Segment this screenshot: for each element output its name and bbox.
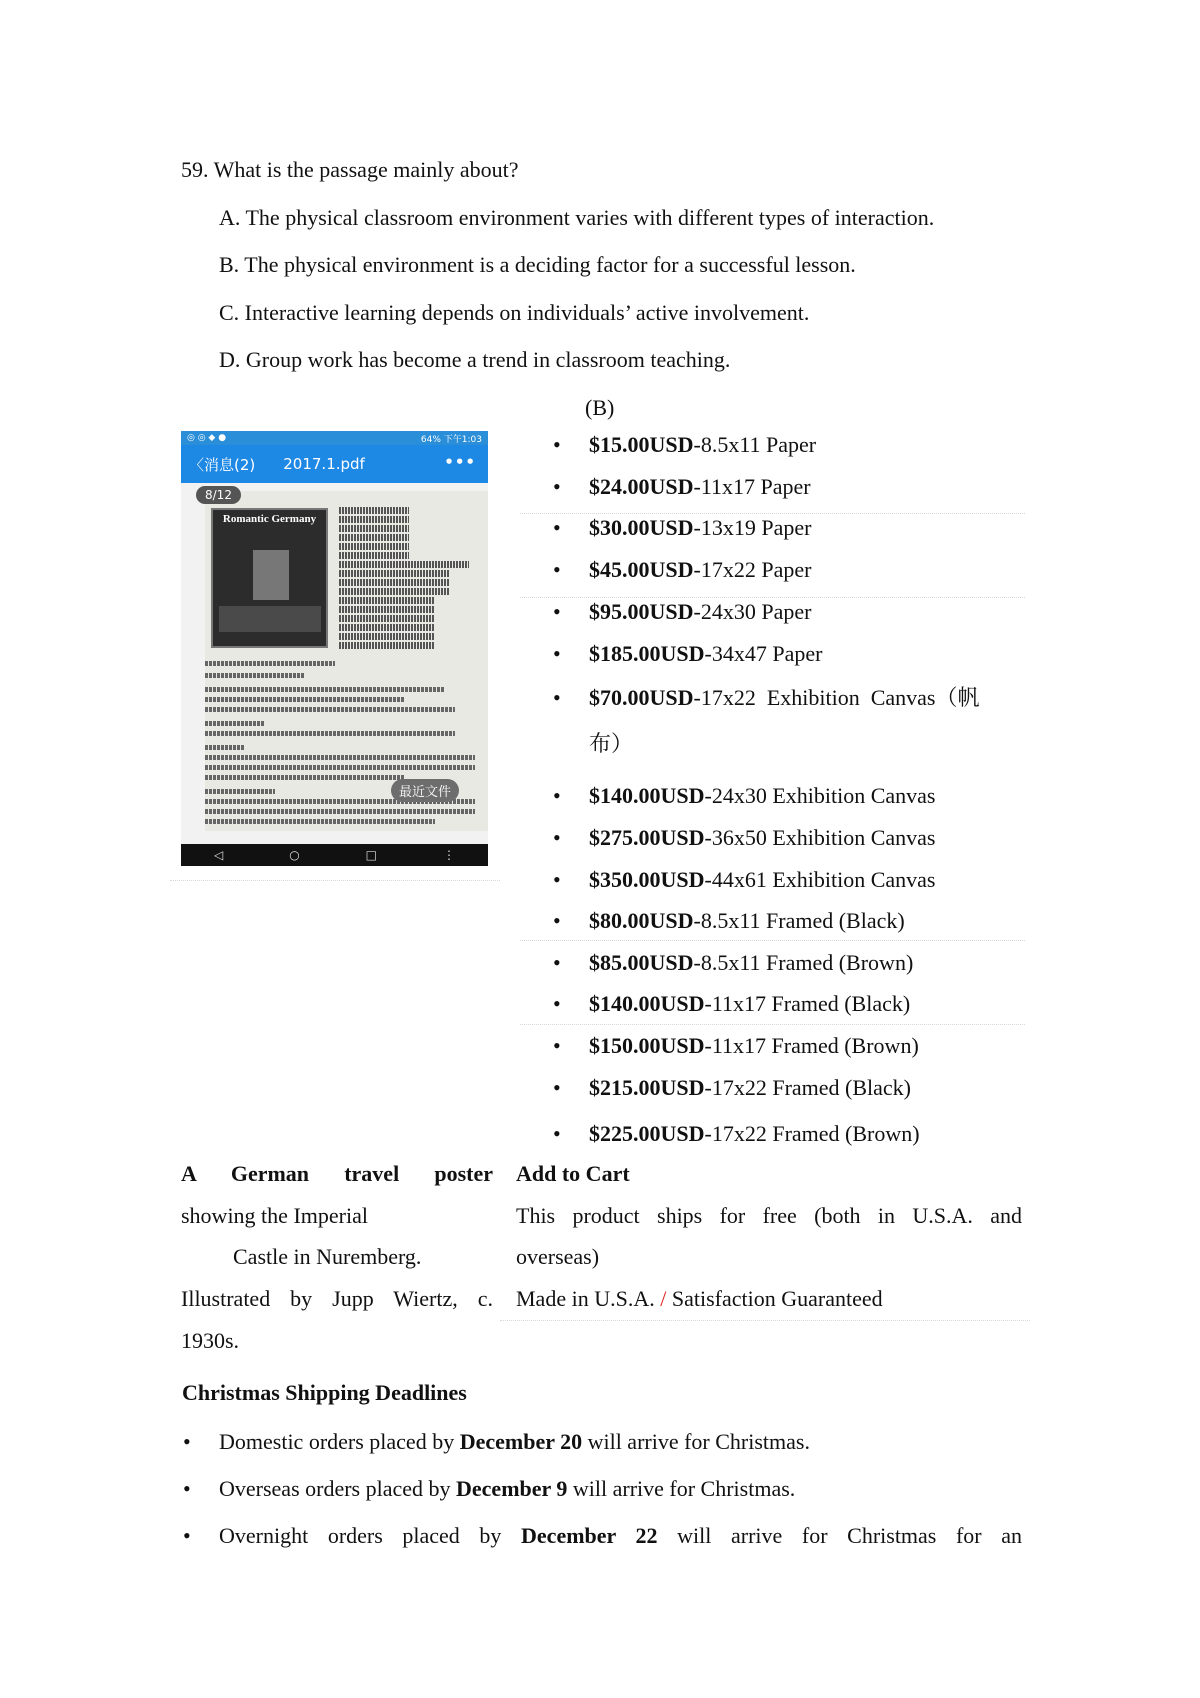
divider — [520, 597, 1025, 598]
more-icon[interactable]: ••• — [444, 453, 476, 471]
caption-line: 1930s. — [181, 1328, 240, 1353]
price-text — [589, 1074, 911, 1102]
price-description: -11x17 Framed (Black) — [704, 991, 911, 1016]
guarantee-text: Satisfaction Guaranteed — [666, 1286, 883, 1311]
option-a: A. The physical classroom environment varies with different types of interaction. — [219, 205, 935, 230]
nav-more-icon[interactable]: ⋮ — [443, 848, 455, 862]
price-text — [589, 598, 811, 626]
bullet-icon: • — [553, 685, 561, 710]
price-text — [589, 431, 816, 459]
deadline-date: December 20 — [459, 1429, 583, 1454]
price-description: -8.5x11 Paper — [693, 432, 817, 457]
question-stem: 59. What is the passage mainly about? — [181, 157, 519, 182]
price-value: $15.00USD — [589, 432, 694, 457]
bullet-icon: • — [553, 991, 561, 1016]
price-description: -8.5x11 Framed (Brown) — [693, 950, 914, 975]
price-value: $24.00USD — [589, 474, 694, 499]
bullet-icon: • — [183, 1523, 191, 1548]
price-value: $80.00USD — [589, 908, 694, 933]
bullet-icon: • — [553, 825, 561, 850]
mini-price-list — [339, 507, 484, 651]
caption-line: Illustrated by Jupp Wiertz, c. — [181, 1286, 493, 1311]
price-description: -36x50 Exhibition Canvas — [704, 825, 936, 850]
price-text — [589, 684, 980, 712]
phone-status-bar — [181, 431, 488, 445]
poster-title: Romantic Germany — [222, 513, 317, 525]
made-in-usa-line — [516, 1285, 883, 1313]
shipping-heading: Christmas Shipping Deadlines — [182, 1380, 467, 1405]
bullet-icon: • — [553, 908, 561, 933]
price-text — [589, 1120, 920, 1148]
price-value: $275.00USD — [589, 825, 705, 850]
price-text — [589, 473, 811, 501]
price-description: -17x22 Paper — [693, 557, 812, 582]
shipping-deadline-item — [219, 1475, 795, 1503]
bullet-icon: • — [553, 515, 561, 540]
bullet-icon: • — [553, 867, 561, 892]
bullet-icon: • — [553, 641, 561, 666]
divider — [520, 1024, 1025, 1025]
price-description: -24x30 Exhibition Canvas — [704, 783, 936, 808]
price-description: -24x30 Paper — [693, 599, 812, 624]
divider — [520, 940, 1025, 941]
bullet-icon: • — [553, 950, 561, 975]
caption-line: showing the Imperial — [181, 1203, 368, 1228]
shipping-deadline-item — [219, 1428, 810, 1456]
price-value: $70.00USD — [589, 685, 694, 710]
price-text — [589, 907, 905, 935]
price-value: $140.00USD — [589, 991, 705, 1016]
page-counter-badge: 8/12 — [196, 486, 241, 504]
back-button[interactable]: 〈消息(2) — [189, 455, 256, 474]
price-text — [589, 556, 811, 584]
file-name: 2017.1.pdf — [283, 455, 365, 473]
price-description: -17x22 Framed (Black) — [704, 1075, 912, 1100]
price-description: -44x61 Exhibition Canvas — [704, 867, 936, 892]
price-value: $185.00USD — [589, 641, 705, 666]
divider — [500, 1320, 1030, 1321]
nav-home-icon[interactable]: ○ — [289, 848, 300, 862]
price-value: $85.00USD — [589, 950, 694, 975]
bullet-icon: • — [553, 474, 561, 499]
caption-line: Castle in Nuremberg. — [233, 1244, 422, 1269]
price-value: $215.00USD — [589, 1075, 705, 1100]
slash-separator: / — [660, 1286, 667, 1311]
bullet-icon: • — [553, 1033, 561, 1058]
price-value: $150.00USD — [589, 1033, 705, 1058]
option-b: B. The physical environment is a deciding factor for a successful lesson. — [219, 252, 856, 277]
price-description: -8.5x11 Framed (Black) — [693, 908, 905, 933]
poster-image — [211, 508, 328, 648]
divider — [170, 880, 500, 881]
price-value: $45.00USD — [589, 557, 694, 582]
price-text — [589, 640, 822, 668]
made-in-text: Made in U.S.A. — [516, 1286, 661, 1311]
deadline-text: will arrive for Christmas. — [582, 1429, 810, 1454]
shipping-deadline-item — [219, 1522, 1022, 1550]
option-d: D. Group work has become a trend in classroom teaching. — [219, 347, 731, 372]
price-text — [589, 949, 913, 977]
deadline-text: Overnight orders placed by — [219, 1523, 522, 1548]
castle-shape — [253, 550, 289, 600]
price-value: $30.00USD — [589, 515, 694, 540]
price-value: $225.00USD — [589, 1121, 705, 1146]
section-label: (B) — [585, 395, 615, 420]
deadline-date: December 9 — [456, 1476, 568, 1501]
price-text — [589, 1032, 919, 1060]
price-text — [589, 514, 811, 542]
price-value: $350.00USD — [589, 867, 705, 892]
bullet-icon: • — [553, 783, 561, 808]
deadline-text: will arrive for Christmas for an — [657, 1523, 1023, 1548]
ground-shape — [219, 606, 321, 632]
cart-shipping-line: This product ships for free (both in U.S.A. and — [516, 1203, 1022, 1228]
price-text — [589, 782, 936, 810]
bullet-icon: • — [553, 1075, 561, 1100]
bullet-icon: • — [553, 1121, 561, 1146]
price-text — [589, 824, 936, 852]
add-to-cart-heading: Add to Cart — [516, 1161, 630, 1186]
nav-back-icon[interactable]: ◁ — [213, 848, 224, 862]
price-description: -13x19 Paper — [693, 515, 812, 540]
phone-screenshot — [181, 431, 488, 866]
caption-title: A German travel poster — [181, 1161, 493, 1186]
deadline-text: Overseas orders placed by — [219, 1476, 457, 1501]
deadline-date: December 22 — [521, 1523, 658, 1548]
bullet-icon: • — [553, 599, 561, 624]
price-text — [589, 866, 936, 894]
nav-recent-icon[interactable]: □ — [365, 848, 378, 862]
status-icons: ◎ ◎ ◆ ● — [187, 433, 227, 443]
deadline-text: will arrive for Christmas. — [567, 1476, 796, 1501]
price-description: -11x17 Paper — [693, 474, 811, 499]
price-description: 布） — [589, 731, 634, 756]
bullet-icon: • — [183, 1476, 191, 1501]
price-value: $95.00USD — [589, 599, 694, 624]
bullet-icon: • — [183, 1429, 191, 1454]
phone-nav-bar — [181, 844, 488, 866]
price-description: -34x47 Paper — [704, 641, 823, 666]
bullet-icon: • — [553, 557, 561, 582]
price-value: $140.00USD — [589, 783, 705, 808]
price-description: -17x22 Framed (Brown) — [704, 1121, 920, 1146]
price-description: -11x17 Framed (Brown) — [704, 1033, 919, 1058]
status-battery-time: 64% 下午1:03 — [420, 434, 482, 445]
option-c: C. Interactive learning depends on individuals’ active involvement. — [219, 300, 810, 325]
recent-files-button[interactable]: 最近文件 — [391, 779, 459, 802]
deadline-text: Domestic orders placed by — [219, 1429, 460, 1454]
price-description: -17x22 Exhibition Canvas（帆 — [693, 685, 980, 710]
phone-title-bar — [181, 445, 488, 483]
price-text — [589, 990, 910, 1018]
divider — [520, 513, 1025, 514]
bullet-icon: • — [553, 432, 561, 457]
cart-shipping-line: overseas) — [516, 1244, 600, 1269]
